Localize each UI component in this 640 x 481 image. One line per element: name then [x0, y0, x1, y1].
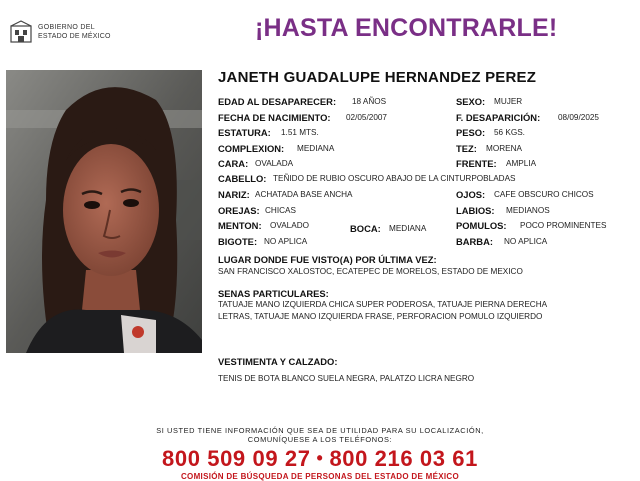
government-logo	[8, 18, 128, 54]
portrait-illustration	[6, 70, 202, 353]
missing-person-photo	[6, 70, 202, 353]
label-barba: BARBA:	[456, 236, 493, 247]
contact-info-line-2: COMUNÍQUESE A LOS TELÉFONOS:	[247, 435, 393, 444]
value-senas-line1: TATUAJE MANO IZQUIERDA CHICA SUPER PODEROSA, TATUAJE PIERNA DERECHA	[218, 300, 548, 309]
value-peso: 56 KGS.	[494, 128, 525, 137]
phone-2[interactable]: 800 216 03 61	[329, 446, 478, 471]
contact-info-line-1: SI USTED TIENE INFORMACIÓN QUE SEA DE UTILIDAD PARA SU LOCALIZACIÓN,	[156, 426, 484, 435]
phone-separator: •	[316, 448, 324, 468]
value-vestimenta: TENIS DE BOTA BLANCO SUELA NEGRA, PALATZO LICRA NEGRO	[218, 374, 475, 383]
label-fecha-nacimiento: FECHA DE NACIMIENTO:	[218, 112, 331, 123]
value-cabello: TEÑIDO DE RUBIO OSCURO ABAJO DE LA CINTURPOBLADAS	[273, 174, 516, 183]
value-edad: 18 AÑOS	[352, 97, 387, 106]
label-lugar: LUGAR DONDE FUE VISTO(A) POR ÚLTIMA VEZ:	[218, 254, 437, 265]
value-pomulos: POCO PROMINENTES	[520, 221, 607, 230]
footer-commission: COMISIÓN DE BÚSQUEDA DE PERSONAS DEL ESTADO DE MÉXICO	[180, 472, 459, 481]
label-cabello: CABELLO:	[218, 173, 267, 184]
state-seal-icon	[8, 20, 34, 46]
label-menton: MENTON:	[218, 220, 262, 231]
person-name: JANETH GUADALUPE HERNANDEZ PEREZ	[218, 69, 537, 86]
value-labios: MEDIANOS	[506, 206, 550, 215]
label-fecha-desaparicion: F. DESAPARICIÓN:	[456, 112, 541, 123]
label-ojos: OJOS:	[456, 189, 486, 200]
phone-numbers	[0, 446, 640, 472]
label-complexion: COMPLEXION:	[218, 143, 285, 154]
value-menton: OVALADO	[270, 221, 309, 230]
value-lugar: SAN FRANCISCO XALOSTOC, ECATEPEC DE MORELOS, ESTADO DE MEXICO	[218, 267, 523, 276]
value-cara: OVALADA	[255, 159, 294, 168]
label-vestimenta: VESTIMENTA Y CALZADO:	[218, 356, 338, 367]
label-edad: EDAD AL DESAPARECER:	[218, 96, 337, 107]
value-fecha-desaparicion: 08/09/2025	[558, 113, 599, 122]
label-sexo: SEXO:	[456, 96, 486, 107]
value-orejas: CHICAS	[265, 206, 296, 215]
label-nariz: NARIZ:	[218, 189, 250, 200]
phone-1[interactable]: 800 509 09 27	[162, 446, 311, 471]
value-frente: AMPLIA	[506, 159, 537, 168]
value-sexo: MUJER	[494, 97, 523, 106]
gov-line-2: ESTADO DE MÉXICO	[38, 33, 111, 40]
label-estatura: ESTATURA:	[218, 127, 271, 138]
value-senas-line2: LETRAS, TATUAJE MANO IZQUIERDA FRASE, PERFORACION POMULO IZQUIERDO	[218, 312, 543, 321]
value-boca: MEDIANA	[389, 224, 427, 233]
label-pomulos: POMULOS:	[456, 220, 507, 231]
value-ojos: CAFE OBSCURO CHICOS	[494, 190, 594, 199]
value-complexion: MEDIANA	[297, 144, 335, 153]
label-tez: TEZ:	[456, 143, 477, 154]
value-fecha-nacimiento: 02/05/2007	[346, 113, 387, 122]
label-bigote: BIGOTE:	[218, 236, 258, 247]
value-barba: NO APLICA	[504, 237, 548, 246]
headline: ¡HASTA ENCONTRARLE!	[255, 14, 558, 42]
value-estatura: 1.51 MTS.	[281, 128, 319, 137]
gov-line-1: GOBIERNO DEL	[38, 24, 95, 31]
label-frente: FRENTE:	[456, 158, 497, 169]
value-tez: MORENA	[486, 144, 522, 153]
value-bigote: NO APLICA	[264, 237, 308, 246]
label-orejas: OREJAS:	[218, 205, 260, 216]
label-senas: SENAS PARTICULARES:	[218, 288, 329, 299]
label-labios: LABIOS:	[456, 205, 495, 216]
label-cara: CARA:	[218, 158, 249, 169]
value-nariz: ACHATADA BASE ANCHA	[255, 190, 353, 199]
label-peso: PESO:	[456, 127, 486, 138]
label-boca: BOCA:	[350, 223, 381, 234]
